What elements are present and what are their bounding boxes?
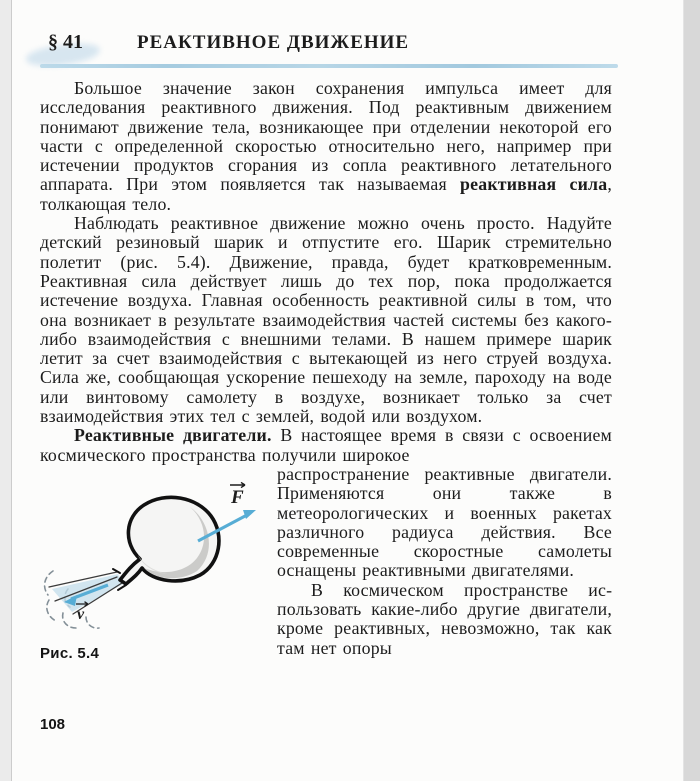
page-title: РЕАКТИВНОЕ ДВИЖЕНИЕ: [137, 32, 410, 53]
paragraph-1-text: Большое значение закон сохранения импульса имеет для исследования реактивного движения. Под реактивным движением понимают движение тела, возникающее при отделении некоторой его части с определенной скоростью относительно него, например при истечении продуктов сгорания из сопла реактивного летательного аппарата. При этом появляется так называемая: [40, 78, 612, 195]
section-number: § 41: [48, 31, 83, 53]
force-vector-label: [230, 482, 245, 508]
section-header: [40, 31, 612, 59]
svg-text:v: v: [77, 605, 85, 623]
bold-heading-reactive-engines: Реактивные двигатели.: [74, 425, 272, 446]
figure-balloon: [40, 465, 277, 667]
left-margin-strip: [0, 0, 12, 781]
balloon-illustration: [40, 465, 277, 629]
page-number: 108: [40, 716, 66, 733]
paragraph-4: В космическом пространстве использовать какие-либо другие двигатели, кроме реактивных, невозможно, так как там нет опоры: [277, 579, 612, 658]
figure-text-wrap-zone: [40, 465, 612, 667]
paragraph-3-intro-text: В настоящее время в связи с освоением космического пространства получили широкое: [40, 425, 612, 465]
svg-text:F: F: [231, 486, 244, 508]
bold-term-reactive-force: реактивная сила: [460, 174, 608, 195]
figure-caption: Рис. 5.4: [40, 644, 100, 662]
page-content: [40, 0, 612, 733]
paragraph-1: [40, 79, 612, 214]
paragraph-3-intro: [40, 426, 612, 465]
right-margin-strip: [683, 0, 700, 781]
body-text: [40, 79, 612, 667]
header-underline-rule: [40, 64, 618, 68]
paragraph-3-wrapped: распространение реактивные двигатели. Применяются они также в метеорологических и военных ракетах различного радиуса действия. Все современные скоростные самолеты оснащены реактивными двигателями.: [277, 463, 612, 581]
paragraph-2: Наблюдать реактивное движение можно очень просто. Надуйте детский резиновый шарик и отпустите его. Шарик стремительно полетит (рис. 5.4). Движение, правда, будет кратковременным. Реактивная сила действует лишь до тех пор, пока продолжается истечение воздуха. Главная особенность реактивной силы в том, что она возникает в результате взаимодействия частей системы без какого-либо взаимодействия с внешними телами. В нашем примере шарик летит за счет взаимодействия с вытекающей из него струей воздуха. Сила же, сообщающая ускорение пешеходу на земле, пароходу на воде или винтовому самолету в воздухе, возникает только за счет взаимодействия этих тел с землей, водой или воздухом.: [40, 213, 612, 427]
paragraph-1-tail: , толкающая тело.: [40, 174, 612, 214]
